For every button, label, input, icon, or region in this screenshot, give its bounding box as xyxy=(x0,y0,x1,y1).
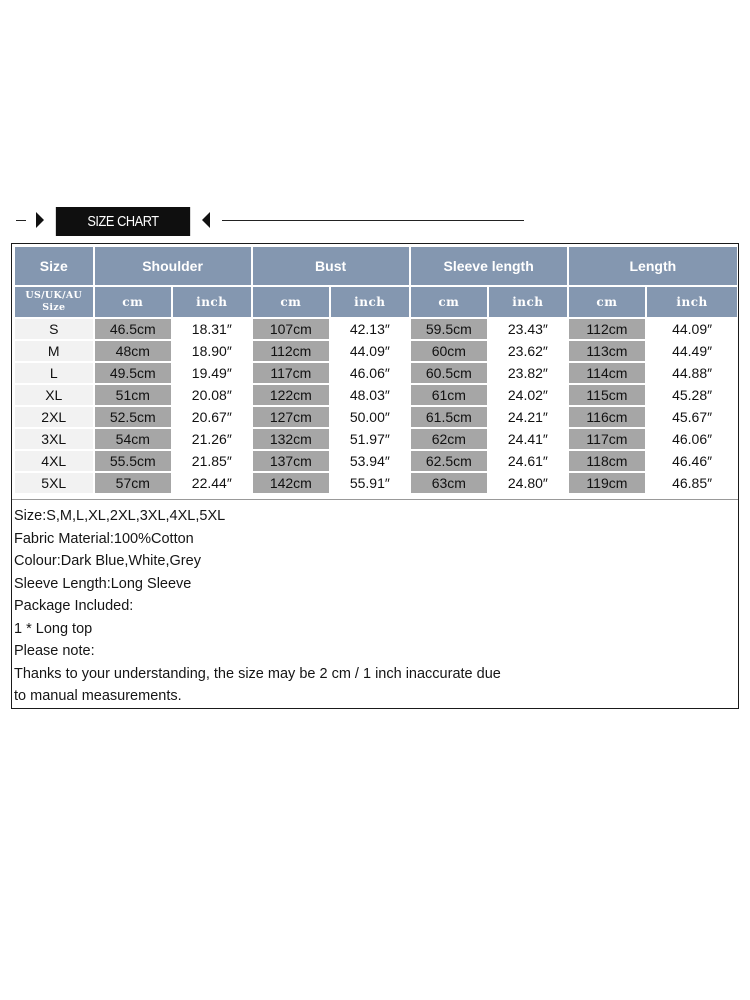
header-length: Length xyxy=(569,247,737,285)
cell-bust-inch: 55.91″ xyxy=(331,473,409,493)
table-subheader-row xyxy=(15,287,737,317)
cell-sleeve-inch: 23.82″ xyxy=(489,363,567,383)
cell-bust-cm: 122cm xyxy=(253,385,330,405)
subheader-inch: inch xyxy=(173,287,251,317)
cell-bust-cm: 127cm xyxy=(253,407,330,427)
size-chart-banner xyxy=(0,200,750,240)
table-row xyxy=(15,385,737,405)
cell-shoulder-cm: 48cm xyxy=(95,341,172,361)
table-row xyxy=(15,429,737,449)
cell-length-inch: 45.28″ xyxy=(647,385,737,405)
cell-length-inch: 44.09″ xyxy=(647,319,737,339)
table-row xyxy=(15,363,737,383)
size-table xyxy=(13,245,739,495)
cell-sleeve-inch: 24.80″ xyxy=(489,473,567,493)
cell-sleeve-cm: 62cm xyxy=(411,429,488,449)
cell-sleeve-inch: 24.02″ xyxy=(489,385,567,405)
banner-right-notch xyxy=(202,212,210,228)
cell-sleeve-inch: 24.21″ xyxy=(489,407,567,427)
cell-shoulder-cm: 46.5cm xyxy=(95,319,172,339)
note-line: Fabric Material:100%Cotton xyxy=(14,530,194,547)
cell-bust-cm: 107cm xyxy=(253,319,330,339)
cell-bust-inch: 50.00″ xyxy=(331,407,409,427)
table-row xyxy=(15,319,737,339)
cell-shoulder-inch: 18.31″ xyxy=(173,319,251,339)
subheader-inch: inch xyxy=(331,287,409,317)
subheader-inch: inch xyxy=(489,287,567,317)
note-line: 1 * Long top xyxy=(14,620,93,637)
cell-length-inch: 46.06″ xyxy=(647,429,737,449)
cell-bust-cm: 117cm xyxy=(253,363,330,383)
cell-size: 2XL xyxy=(15,407,93,427)
cell-shoulder-inch: 20.67″ xyxy=(173,407,251,427)
cell-size: 3XL xyxy=(15,429,93,449)
note-line: Colour:Dark Blue,White,Grey xyxy=(14,553,201,569)
cell-bust-cm: 112cm xyxy=(253,341,330,361)
table-row xyxy=(15,451,737,471)
header-sleeve-length: Sleeve length xyxy=(411,247,567,285)
cell-shoulder-cm: 52.5cm xyxy=(95,407,172,427)
note-line: to manual measurements. xyxy=(14,688,182,704)
cell-bust-cm: 137cm xyxy=(253,451,330,471)
cell-bust-inch: 42.13″ xyxy=(331,319,409,339)
cell-shoulder-inch: 20.08″ xyxy=(173,385,251,405)
cell-length-cm: 116cm xyxy=(569,407,646,427)
subheader-cm: cm xyxy=(95,287,172,317)
cell-shoulder-inch: 22.44″ xyxy=(173,473,251,493)
cell-length-inch: 44.88″ xyxy=(647,363,737,383)
cell-sleeve-cm: 60.5cm xyxy=(411,363,488,383)
cell-bust-inch: 51.97″ xyxy=(331,429,409,449)
banner-left-dash xyxy=(16,220,26,221)
cell-sleeve-inch: 24.41″ xyxy=(489,429,567,449)
cell-shoulder-cm: 57cm xyxy=(95,473,172,493)
header-size: Size xyxy=(15,247,93,285)
subheader-inch: inch xyxy=(647,287,737,317)
cell-sleeve-cm: 60cm xyxy=(411,341,488,361)
subheader-size-line1: US/UK/AU xyxy=(25,290,83,301)
cell-shoulder-inch: 21.85″ xyxy=(173,451,251,471)
cell-sleeve-inch: 23.43″ xyxy=(489,319,567,339)
banner-left-notch xyxy=(36,212,44,228)
cell-sleeve-cm: 63cm xyxy=(411,473,488,493)
cell-length-cm: 115cm xyxy=(569,385,646,405)
note-line: Please note: xyxy=(14,643,95,659)
subheader-size xyxy=(15,287,93,317)
cell-sleeve-inch: 23.62″ xyxy=(489,341,567,361)
cell-shoulder-cm: 55.5cm xyxy=(95,451,172,471)
subheader-cm: cm xyxy=(411,287,488,317)
cell-sleeve-cm: 59.5cm xyxy=(411,319,488,339)
subheader-cm: cm xyxy=(569,287,646,317)
note-line: Size:S,M,L,XL,2XL,3XL,4XL,5XL xyxy=(14,508,226,524)
cell-size: 5XL xyxy=(15,473,93,493)
header-bust: Bust xyxy=(253,247,409,285)
cell-shoulder-cm: 54cm xyxy=(95,429,172,449)
cell-sleeve-inch: 24.61″ xyxy=(489,451,567,471)
cell-length-inch: 45.67″ xyxy=(647,407,737,427)
cell-bust-inch: 48.03″ xyxy=(331,385,409,405)
cell-length-cm: 114cm xyxy=(569,363,646,383)
cell-sleeve-cm: 61cm xyxy=(411,385,488,405)
note-line: Sleeve Length:Long Sleeve xyxy=(14,575,192,592)
cell-length-cm: 113cm xyxy=(569,341,646,361)
cell-sleeve-cm: 61.5cm xyxy=(411,407,488,427)
subheader-size-line2: Size xyxy=(42,302,66,313)
note-line: Thanks to your understanding, the size may be 2 cm / 1 inch inaccurate due xyxy=(14,665,501,682)
subheader-cm: cm xyxy=(253,287,330,317)
cell-shoulder-inch: 18.90″ xyxy=(173,341,251,361)
cell-length-inch: 46.46″ xyxy=(647,451,737,471)
cell-length-cm: 119cm xyxy=(569,473,646,493)
header-shoulder: Shoulder xyxy=(95,247,251,285)
cell-length-cm: 118cm xyxy=(569,451,646,471)
banner-rule xyxy=(222,220,524,221)
cell-bust-inch: 53.94″ xyxy=(331,451,409,471)
cell-bust-inch: 44.09″ xyxy=(331,341,409,361)
notes-divider xyxy=(12,499,738,500)
cell-size: S xyxy=(15,319,93,339)
product-notes xyxy=(14,505,734,708)
cell-bust-inch: 46.06″ xyxy=(331,363,409,383)
cell-shoulder-inch: 21.26″ xyxy=(173,429,251,449)
cell-size: M xyxy=(15,341,93,361)
cell-length-cm: 117cm xyxy=(569,429,646,449)
cell-shoulder-cm: 49.5cm xyxy=(95,363,172,383)
cell-shoulder-cm: 51cm xyxy=(95,385,172,405)
cell-length-inch: 46.85″ xyxy=(647,473,737,493)
cell-size: XL xyxy=(15,385,93,405)
cell-sleeve-cm: 62.5cm xyxy=(411,451,488,471)
cell-length-cm: 112cm xyxy=(569,319,646,339)
table-row xyxy=(15,407,737,427)
cell-size: 4XL xyxy=(15,451,93,471)
table-row xyxy=(15,341,737,361)
cell-bust-cm: 142cm xyxy=(253,473,330,493)
cell-length-inch: 44.49″ xyxy=(647,341,737,361)
cell-size: L xyxy=(15,363,93,383)
note-line: Package Included: xyxy=(14,598,134,614)
banner-title: SIZE CHART xyxy=(56,207,190,236)
table-row xyxy=(15,473,737,493)
cell-bust-cm: 132cm xyxy=(253,429,330,449)
cell-shoulder-inch: 19.49″ xyxy=(173,363,251,383)
table-header-row xyxy=(15,247,737,285)
